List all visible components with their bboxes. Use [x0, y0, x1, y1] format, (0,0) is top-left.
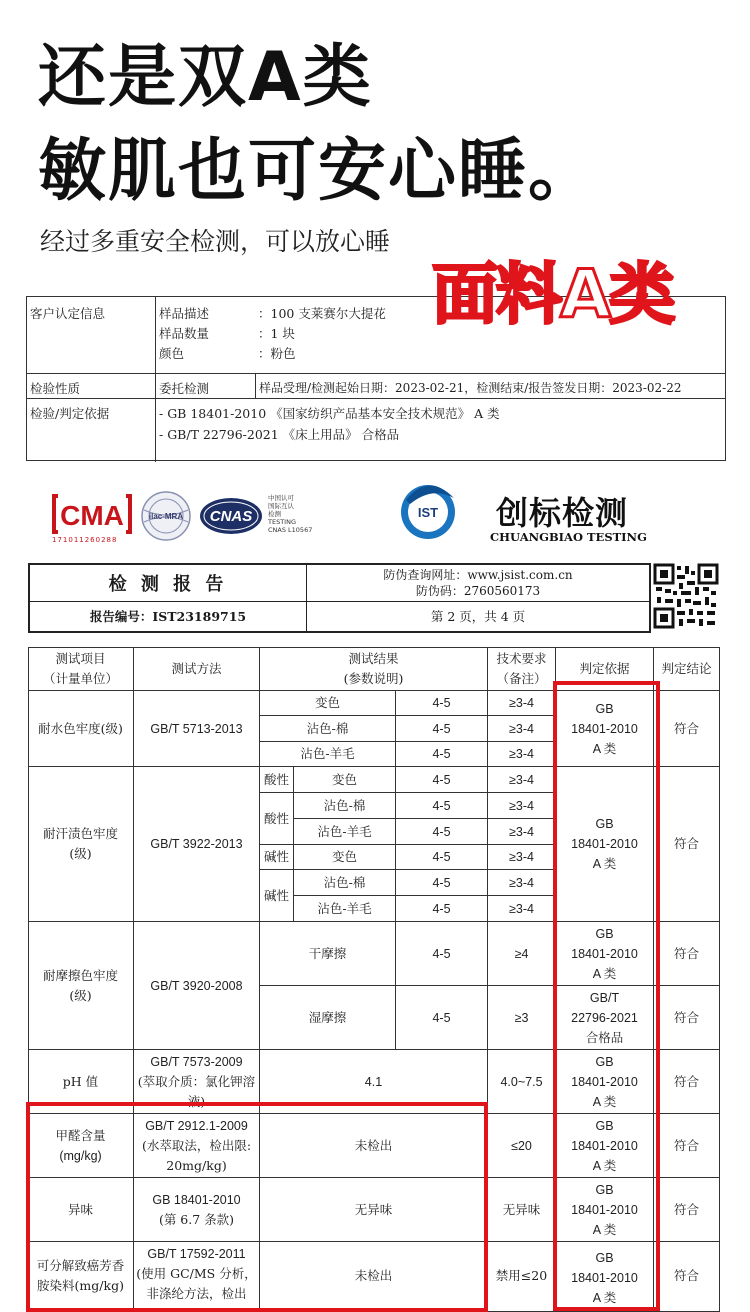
report-number: 报告编号：IST23189715 [89, 608, 247, 624]
report-page: 第 2 页，共 4 页 [430, 608, 526, 624]
dye-conclusion: 符合 [654, 1242, 720, 1312]
acid-label: 酸性 [260, 767, 294, 793]
table-row-param: 变色 [260, 691, 396, 716]
ilac-logo-text: ilac-MRA [148, 512, 184, 521]
dye-req: 禁用≤20 [488, 1242, 556, 1312]
cnas-logo-icon [198, 494, 264, 538]
table-row-req: ≥3-4 [488, 742, 556, 767]
headline-line-2: 敏肌也可安心睡。 [38, 132, 599, 211]
table-row-req: ≥3-4 [488, 793, 556, 819]
odor-value: 无异味 [260, 1178, 488, 1242]
formaldehyde-item: 甲醛含量 (mg/kg) [28, 1114, 134, 1178]
header-method: 测试方法 [134, 647, 260, 691]
table-row-value: 4-5 [396, 819, 488, 845]
wet-rub-basis: GB/T 22796-2021 合格品 [556, 986, 654, 1050]
sample-desc-value: ：100 支莱赛尔大提花 [258, 306, 386, 321]
ph-req: 4.0~7.5 [488, 1050, 556, 1114]
brand-name-cn: 创标检测 [496, 494, 629, 532]
table-row-value: 4-5 [396, 767, 488, 793]
client-info-label: 客户认定信息 [30, 306, 106, 321]
verify-url: 防伪查询网址：www.jsist.com.cn [383, 568, 573, 582]
subheadline: 经过多重安全检测，可以放心睡 [40, 227, 391, 256]
sample-qty-label: 样品数量 [159, 326, 210, 341]
rub-fastness-method: GB/T 3920-2008 [134, 922, 260, 1050]
header-basis: 判定依据 [556, 647, 654, 691]
formaldehyde-method: GB/T 2912.1-2009 (水萃取法，检出限: 20mg/kg) [134, 1114, 260, 1178]
sample-qty-value: ：1 块 [258, 326, 295, 341]
cma-logo-text: CMA [60, 500, 124, 531]
header-result: 测试结果 (参数说明) [260, 647, 488, 691]
fabric-grade-stamp: 面料A类 [432, 256, 674, 333]
acid-label: 酸性 [260, 793, 294, 845]
table-row-param: 沾色-棉 [260, 716, 396, 742]
ph-value: 4.1 [260, 1050, 488, 1114]
water-fastness-method: GB/T 5713-2013 [134, 691, 260, 767]
dry-rub-param: 干摩擦 [260, 922, 396, 986]
test-dates: 样品受理/检测起始日期：2023-02-21，检测结束/报告签发日期：2023-02-22 [259, 381, 682, 395]
header-requirement: 技术要求 （备注） [488, 647, 556, 691]
cnas-logo-text: CNAS [209, 508, 253, 525]
basis-highlight-box [553, 681, 660, 1311]
verify-code: 防伪码：2760560173 [415, 584, 541, 598]
headline-line-1: 还是双A类 [38, 38, 373, 117]
ilac-mra-logo-icon [140, 490, 192, 542]
sweat-fastness-conclusion: 符合 [654, 767, 720, 922]
sweat-fastness-method: GB/T 3922-2013 [134, 767, 260, 922]
odor-conclusion: 符合 [654, 1178, 720, 1242]
cma-logo-icon [50, 492, 134, 536]
water-fastness-item: 耐水色牢度(级) [28, 691, 134, 767]
dye-item: 可分解致癌芳香 胺染料(mg/kg) [28, 1242, 134, 1312]
basis-line-1: - GB 18401-2010 《国家纺织产品基本安全技术规范》 A 类 [159, 406, 500, 421]
formaldehyde-req: ≤20 [488, 1114, 556, 1178]
color-value: ：粉色 [258, 346, 296, 361]
table-row-req: ≥3-4 [488, 845, 556, 870]
table-row-value: 4-5 [396, 845, 488, 870]
water-fastness-conclusion: 符合 [654, 691, 720, 767]
wet-rub-param: 湿摩擦 [260, 986, 396, 1050]
table-row-req: ≥3-4 [488, 896, 556, 922]
table-row-param: 沾色-羊毛 [260, 742, 396, 767]
wet-rub-value: 4-5 [396, 986, 488, 1050]
alkali-label: 碱性 [260, 845, 294, 870]
table-row-value: 4-5 [396, 742, 488, 767]
basis-line-2: - GB/T 22796-2021 《床上用品》 合格品 [159, 427, 400, 442]
table-row-value: 4-5 [396, 896, 488, 922]
odor-basis: GB 18401-2010 A 类 [556, 1178, 654, 1242]
sample-desc-label: 样品描述 [159, 306, 210, 321]
formaldehyde-value: 未检出 [260, 1114, 488, 1178]
table-row-param: 沾色-羊毛 [294, 896, 396, 922]
ph-conclusion: 符合 [654, 1050, 720, 1114]
basis-label: 检验/判定依据 [30, 406, 110, 421]
ph-item: pH 值 [28, 1050, 134, 1114]
dye-basis: GB 18401-2010 A 类 [556, 1242, 654, 1312]
rub-fastness-item: 耐摩擦色牢度 (级) [28, 922, 134, 1050]
dry-rub-req: ≥4 [488, 922, 556, 986]
table-row-req: ≥3-4 [488, 691, 556, 716]
dry-rub-value: 4-5 [396, 922, 488, 986]
dye-value: 未检出 [260, 1242, 488, 1312]
brand-name-en: CHUANGBIAO TESTING [490, 530, 647, 544]
color-label: 颜色 [159, 346, 185, 361]
table-row-value: 4-5 [396, 870, 488, 896]
table-row-param: 沾色-棉 [294, 870, 396, 896]
dry-rub-conclusion: 符合 [654, 922, 720, 986]
nature-value: 委托检测 [159, 381, 210, 396]
sweat-fastness-basis: GB 18401-2010 A 类 [556, 767, 654, 922]
cma-number: 171011260288 [52, 536, 118, 544]
ph-method: GB/T 7573-2009 (萃取介质：氯化钾溶 液) [134, 1050, 260, 1114]
formaldehyde-basis: GB 18401-2010 A 类 [556, 1114, 654, 1178]
wet-rub-req: ≥3 [488, 986, 556, 1050]
certification-logos [0, 478, 750, 558]
report-header-box [28, 563, 651, 633]
table-row-value: 4-5 [396, 793, 488, 819]
cnas-caption: 中国认可 国际互认 检测 TESTING CNAS L10567 [268, 494, 313, 534]
table-row-param: 变色 [294, 845, 396, 870]
ist-logo-text: IST [417, 505, 439, 520]
table-row-param: 变色 [294, 767, 396, 793]
safety-items-highlight-box [26, 1102, 488, 1312]
nature-label: 检验性质 [30, 381, 81, 396]
ist-logo-icon [396, 478, 460, 542]
odor-item: 异味 [28, 1178, 134, 1242]
water-fastness-basis: GB 18401-2010 A 类 [556, 691, 654, 767]
odor-method: GB 18401-2010 (第 6.7 条款) [134, 1178, 260, 1242]
report-title: 检 测 报 告 [108, 574, 228, 595]
formaldehyde-conclusion: 符合 [654, 1114, 720, 1178]
header-conclusion: 判定结论 [654, 647, 720, 691]
dye-method: GB/T 17592-2011 (使用 GC/MS 分析， 非涤纶方法，检出 [134, 1242, 260, 1312]
table-row-req: ≥3-4 [488, 767, 556, 793]
wet-rub-conclusion: 符合 [654, 986, 720, 1050]
header-item: 测试项目 （计量单位） [28, 647, 134, 691]
table-row-value: 4-5 [396, 691, 488, 716]
table-row-req: ≥3-4 [488, 716, 556, 742]
dry-rub-basis: GB 18401-2010 A 类 [556, 922, 654, 986]
sweat-fastness-item: 耐汗渍色牢度 (级) [28, 767, 134, 922]
table-row-req: ≥3-4 [488, 870, 556, 896]
qr-code-icon [653, 563, 719, 629]
table-row-param: 沾色-棉 [294, 793, 396, 819]
alkali-label: 碱性 [260, 870, 294, 922]
table-row-param: 沾色-羊毛 [294, 819, 396, 845]
table-row-req: ≥3-4 [488, 819, 556, 845]
table-row-value: 4-5 [396, 716, 488, 742]
odor-req: 无异味 [488, 1178, 556, 1242]
ph-basis: GB 18401-2010 A 类 [556, 1050, 654, 1114]
